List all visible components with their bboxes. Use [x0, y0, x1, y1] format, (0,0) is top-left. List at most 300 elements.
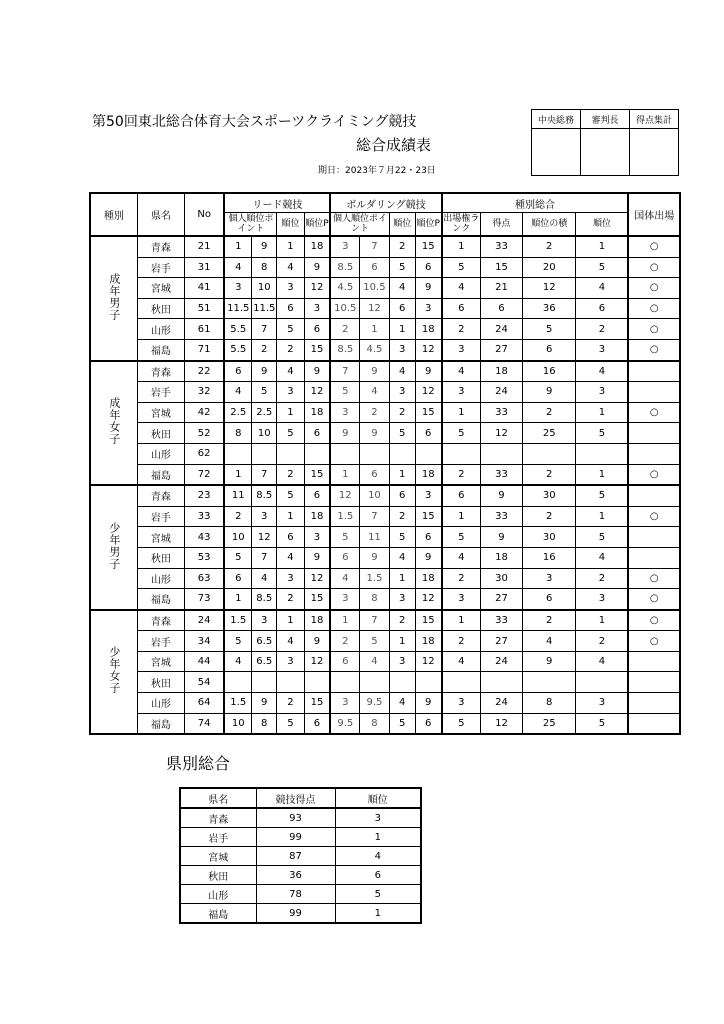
- pref-cell: 岩手: [137, 506, 184, 527]
- category-label: 少年男子: [107, 521, 121, 570]
- cell-er: 1: [442, 506, 481, 527]
- cell-er: 3: [442, 382, 481, 403]
- table-row: [90, 589, 680, 610]
- pref-total-header: 県名: [180, 788, 256, 808]
- no-cell: 74: [184, 713, 224, 734]
- cell-sc: 33: [480, 402, 522, 423]
- table-row: [90, 382, 680, 403]
- header-score: 得点: [480, 213, 522, 237]
- cell-b2: 7: [360, 610, 389, 631]
- pref-cell: 山形: [137, 319, 184, 340]
- cell-bp: 3: [415, 485, 441, 506]
- cell-br: 5: [389, 527, 415, 548]
- no-cell: 72: [184, 464, 224, 485]
- category-cell: [90, 485, 137, 610]
- pref-cell: 宮城: [137, 651, 184, 672]
- cell-br: 3: [389, 651, 415, 672]
- header-national: 国体出場: [628, 193, 680, 236]
- cell-bp: 9: [415, 693, 441, 714]
- pref-rank-cell: 3: [335, 808, 421, 828]
- pref-cell: 福島: [137, 339, 184, 360]
- header-boulder: ボルダリング競技: [330, 193, 441, 213]
- cell-b1: 7: [330, 361, 359, 382]
- table-row: [90, 651, 680, 672]
- cell-bp: 18: [415, 464, 441, 485]
- cell-lr: 2: [277, 693, 304, 714]
- cell-sc: 24: [480, 382, 522, 403]
- cell-er: 5: [442, 257, 481, 278]
- cell-l1: 11.5: [224, 298, 251, 319]
- cell-rank: 2: [576, 568, 628, 589]
- table-row: [90, 672, 680, 693]
- header-pref: 県名: [137, 193, 184, 236]
- pref-cell: 秋田: [137, 547, 184, 568]
- cell-bp: 6: [415, 423, 441, 444]
- national-cell: [628, 672, 680, 693]
- pref-name-cell: 宮城: [180, 847, 256, 866]
- cell-l2: 9: [252, 693, 277, 714]
- pref-cell: 宮城: [137, 527, 184, 548]
- cell-b1: 3: [330, 589, 359, 610]
- cell-bp: 18: [415, 319, 441, 340]
- cell-lr: 4: [277, 361, 304, 382]
- national-cell: ○: [628, 257, 680, 278]
- national-cell: ○: [628, 402, 680, 423]
- cell-bp: 15: [415, 506, 441, 527]
- cell-rank: 5: [576, 257, 628, 278]
- cell-bp: [415, 443, 441, 464]
- cell-l2: 10: [252, 278, 277, 299]
- cell-prod: 6: [522, 589, 576, 610]
- cell-prod: 30: [522, 527, 576, 548]
- cell-br: 3: [389, 589, 415, 610]
- cell-l2: 8.5: [252, 589, 277, 610]
- table-row: [90, 568, 680, 589]
- header-category: 種別: [90, 193, 137, 236]
- cell-rank: 2: [576, 319, 628, 340]
- pref-name-cell: 秋田: [180, 866, 256, 885]
- cell-b2: 4: [360, 651, 389, 672]
- cell-rank: 1: [576, 236, 628, 257]
- cell-b1: 9.5: [330, 713, 359, 734]
- national-cell: [628, 382, 680, 403]
- no-cell: 22: [184, 361, 224, 382]
- national-cell: [628, 651, 680, 672]
- national-cell: ○: [628, 568, 680, 589]
- cell-rank: 3: [576, 589, 628, 610]
- cell-l1: 1.5: [224, 693, 251, 714]
- cell-prod: 12: [522, 278, 576, 299]
- cell-sc: 27: [480, 589, 522, 610]
- pref-cell: 岩手: [137, 631, 184, 652]
- national-cell: [628, 527, 680, 548]
- no-cell: 73: [184, 589, 224, 610]
- no-cell: 31: [184, 257, 224, 278]
- cell-bp: 9: [415, 278, 441, 299]
- cell-bp: 18: [415, 568, 441, 589]
- cell-prod: 9: [522, 651, 576, 672]
- cell-bp: 12: [415, 651, 441, 672]
- cell-lr: 2: [277, 464, 304, 485]
- cell-prod: 6: [522, 339, 576, 360]
- cell-lp: [304, 443, 330, 464]
- cell-lp: 18: [304, 402, 330, 423]
- cell-b2: 9: [360, 361, 389, 382]
- national-cell: [628, 361, 680, 382]
- cell-b2: 9.5: [360, 693, 389, 714]
- national-cell: ○: [628, 319, 680, 340]
- pref-cell: 山形: [137, 443, 184, 464]
- cell-lp: 3: [304, 298, 330, 319]
- cell-rank: [576, 672, 628, 693]
- cell-l1: 3: [224, 278, 251, 299]
- cell-l2: 8.5: [252, 485, 277, 506]
- cell-rank: 1: [576, 610, 628, 631]
- cell-sc: 18: [480, 547, 522, 568]
- pref-cell: 秋田: [137, 298, 184, 319]
- cell-b1: 4: [330, 568, 359, 589]
- cell-sc: [480, 443, 522, 464]
- table-row: [90, 236, 680, 257]
- cell-br: 4: [389, 693, 415, 714]
- cell-br: [389, 443, 415, 464]
- cell-b2: 11: [360, 527, 389, 548]
- cell-br: 2: [389, 610, 415, 631]
- cell-lp: 12: [304, 278, 330, 299]
- cell-lp: 12: [304, 568, 330, 589]
- header-rank-product: 順位の積: [522, 213, 576, 237]
- cell-lr: 1: [277, 506, 304, 527]
- cell-bp: 9: [415, 547, 441, 568]
- cell-sc: 9: [480, 485, 522, 506]
- header-boulder-indiv-points: 個人順位ポイント: [330, 213, 389, 237]
- cell-lr: 1: [277, 402, 304, 423]
- cell-b2: 8: [360, 589, 389, 610]
- cell-l1: 10: [224, 527, 251, 548]
- cell-b1: 2: [330, 631, 359, 652]
- no-cell: 52: [184, 423, 224, 444]
- cell-lr: 1: [277, 236, 304, 257]
- pref-cell: 福島: [137, 464, 184, 485]
- no-cell: 64: [184, 693, 224, 714]
- signoff-header: 得点集計: [630, 110, 679, 129]
- cell-lp: 9: [304, 257, 330, 278]
- signoff-table: [531, 109, 679, 176]
- pref-total-row: [180, 828, 421, 847]
- cell-er: 6: [442, 298, 481, 319]
- cell-l1: 4: [224, 257, 251, 278]
- cell-l2: 10: [252, 423, 277, 444]
- cell-l2: 11.5: [252, 298, 277, 319]
- category-label: 成年女子: [107, 397, 121, 446]
- no-cell: 44: [184, 651, 224, 672]
- pref-total-header: 順位: [335, 788, 421, 808]
- pref-total-body: [180, 808, 421, 923]
- table-row: [90, 402, 680, 423]
- cell-l2: 6.5: [252, 631, 277, 652]
- cell-b1: 1: [330, 610, 359, 631]
- national-cell: ○: [628, 589, 680, 610]
- cell-sc: 33: [480, 506, 522, 527]
- no-cell: 61: [184, 319, 224, 340]
- cell-er: 3: [442, 589, 481, 610]
- cell-l1: [224, 443, 251, 464]
- cell-rank: 1: [576, 506, 628, 527]
- cell-bp: 6: [415, 527, 441, 548]
- cell-b1: 6: [330, 651, 359, 672]
- cell-br: 4: [389, 361, 415, 382]
- cell-prod: 20: [522, 257, 576, 278]
- national-cell: ○: [628, 631, 680, 652]
- cell-l1: 5: [224, 631, 251, 652]
- cell-l1: 1.5: [224, 610, 251, 631]
- table-row: [90, 298, 680, 319]
- document-title: 第50回東北総合体育大会スポーツクライミング競技: [92, 114, 417, 130]
- cell-sc: [480, 672, 522, 693]
- cell-b1: 5: [330, 382, 359, 403]
- cell-rank: 6: [576, 298, 628, 319]
- cell-l2: 3: [252, 610, 277, 631]
- cell-lp: 9: [304, 547, 330, 568]
- national-cell: ○: [628, 464, 680, 485]
- pref-cell: 宮城: [137, 278, 184, 299]
- pref-total-row: [180, 904, 421, 924]
- cell-b1: 8.5: [330, 257, 359, 278]
- category-cell: [90, 610, 137, 735]
- cell-lp: 6: [304, 485, 330, 506]
- cell-l2: 3: [252, 506, 277, 527]
- cell-br: 1: [389, 631, 415, 652]
- cell-lr: 6: [277, 298, 304, 319]
- cell-er: 4: [442, 361, 481, 382]
- cell-er: 4: [442, 278, 481, 299]
- cell-er: 3: [442, 339, 481, 360]
- cell-rank: [576, 443, 628, 464]
- cell-lp: [304, 672, 330, 693]
- cell-l1: 2: [224, 506, 251, 527]
- cell-b2: [360, 443, 389, 464]
- national-cell: ○: [628, 278, 680, 299]
- no-cell: 23: [184, 485, 224, 506]
- cell-br: 3: [389, 339, 415, 360]
- cell-sc: 24: [480, 319, 522, 340]
- cell-l1: 4: [224, 382, 251, 403]
- table-row: [90, 693, 680, 714]
- table-row: [90, 610, 680, 631]
- national-cell: ○: [628, 339, 680, 360]
- cell-sc: 33: [480, 236, 522, 257]
- cell-prod: 5: [522, 319, 576, 340]
- cell-rank: 1: [576, 464, 628, 485]
- cell-prod: 36: [522, 298, 576, 319]
- cell-lp: 6: [304, 423, 330, 444]
- cell-lp: 15: [304, 464, 330, 485]
- cell-b1: 3: [330, 693, 359, 714]
- cell-bp: 18: [415, 631, 441, 652]
- cell-rank: 4: [576, 361, 628, 382]
- cell-l1: 1: [224, 464, 251, 485]
- cell-rank: 5: [576, 527, 628, 548]
- cell-lp: 18: [304, 236, 330, 257]
- no-cell: 21: [184, 236, 224, 257]
- cell-rank: 3: [576, 339, 628, 360]
- national-cell: ○: [628, 236, 680, 257]
- header-lead-rank: 順位: [277, 213, 304, 237]
- cell-b1: 3: [330, 236, 359, 257]
- cell-b1: 1.5: [330, 506, 359, 527]
- cell-l2: 7: [252, 547, 277, 568]
- cell-lr: 5: [277, 423, 304, 444]
- pref-total-row: [180, 885, 421, 904]
- cell-sc: 33: [480, 610, 522, 631]
- cell-lr: 4: [277, 547, 304, 568]
- header-entry-rank: 出場権ランク: [443, 214, 480, 234]
- cell-l2: 7: [252, 464, 277, 485]
- cell-prod: 2: [522, 610, 576, 631]
- cell-sc: 15: [480, 257, 522, 278]
- cell-prod: 8: [522, 693, 576, 714]
- cell-prod: 2: [522, 236, 576, 257]
- pref-rank-cell: 5: [335, 885, 421, 904]
- no-cell: 42: [184, 402, 224, 423]
- table-row: [90, 423, 680, 444]
- cell-l1: 4: [224, 651, 251, 672]
- cell-er: 6: [442, 485, 481, 506]
- cell-b2: 10.5: [360, 278, 389, 299]
- cell-b2: 12: [360, 298, 389, 319]
- cell-bp: 6: [415, 713, 441, 734]
- results-body: [90, 236, 680, 734]
- table-row: [90, 339, 680, 360]
- cell-er: 5: [442, 423, 481, 444]
- cell-b2: 6: [360, 464, 389, 485]
- national-cell: [628, 693, 680, 714]
- cell-b1: 2: [330, 319, 359, 340]
- pref-score-cell: 99: [256, 828, 335, 847]
- cell-l1: 1: [224, 589, 251, 610]
- category-cell: [90, 236, 137, 361]
- cell-bp: 9: [415, 361, 441, 382]
- cell-lr: 4: [277, 631, 304, 652]
- signoff-cell: [532, 129, 581, 176]
- cell-er: 3: [442, 693, 481, 714]
- cell-lp: 9: [304, 361, 330, 382]
- cell-er: 2: [442, 568, 481, 589]
- cell-b1: 10.5: [330, 298, 359, 319]
- cell-l2: 2.5: [252, 402, 277, 423]
- pref-score-cell: 78: [256, 885, 335, 904]
- cell-l1: 10: [224, 713, 251, 734]
- cell-b1: 1: [330, 464, 359, 485]
- no-cell: 71: [184, 339, 224, 360]
- table-row: [90, 319, 680, 340]
- pref-total-header: 競技得点: [256, 788, 335, 808]
- cell-lr: 5: [277, 713, 304, 734]
- table-row: [90, 464, 680, 485]
- pref-cell: 青森: [137, 361, 184, 382]
- pref-cell: 秋田: [137, 672, 184, 693]
- cell-prod: 30: [522, 485, 576, 506]
- cell-er: 4: [442, 547, 481, 568]
- cell-l2: 12: [252, 527, 277, 548]
- cell-sc: 24: [480, 651, 522, 672]
- cell-b2: 1.5: [360, 568, 389, 589]
- cell-b2: 10: [360, 485, 389, 506]
- cell-b1: [330, 672, 359, 693]
- cell-br: 5: [389, 713, 415, 734]
- cell-er: 1: [442, 236, 481, 257]
- table-row: [90, 443, 680, 464]
- cell-b2: 7: [360, 506, 389, 527]
- cell-lp: 6: [304, 713, 330, 734]
- cell-sc: 27: [480, 339, 522, 360]
- cell-b1: 9: [330, 423, 359, 444]
- cell-bp: 12: [415, 339, 441, 360]
- pref-cell: 岩手: [137, 382, 184, 403]
- cell-sc: 12: [480, 423, 522, 444]
- table-row: [90, 713, 680, 734]
- table-row: [90, 631, 680, 652]
- table-row: [90, 506, 680, 527]
- cell-sc: 24: [480, 693, 522, 714]
- cell-b2: 8: [360, 713, 389, 734]
- no-cell: 33: [184, 506, 224, 527]
- cell-lr: 5: [277, 319, 304, 340]
- cell-sc: 21: [480, 278, 522, 299]
- cell-rank: 4: [576, 278, 628, 299]
- event-period: 期日：2023年７月22・23日: [318, 166, 436, 176]
- no-cell: 53: [184, 547, 224, 568]
- cell-er: [442, 443, 481, 464]
- no-cell: 32: [184, 382, 224, 403]
- cell-lp: 18: [304, 506, 330, 527]
- cell-er: 2: [442, 631, 481, 652]
- cell-lp: 6: [304, 319, 330, 340]
- no-cell: 63: [184, 568, 224, 589]
- header-boulder-rank: 順位: [389, 213, 415, 237]
- cell-b2: 6: [360, 257, 389, 278]
- national-cell: [628, 443, 680, 464]
- pref-score-cell: 99: [256, 904, 335, 924]
- cell-bp: 15: [415, 236, 441, 257]
- pref-cell: 岩手: [137, 257, 184, 278]
- cell-sc: 9: [480, 527, 522, 548]
- cell-b2: 4: [360, 382, 389, 403]
- cell-l1: 1: [224, 236, 251, 257]
- cell-bp: [415, 672, 441, 693]
- signoff-header: 中央総務: [532, 110, 581, 129]
- table-row: [90, 361, 680, 382]
- cell-br: [389, 672, 415, 693]
- cell-br: 5: [389, 257, 415, 278]
- cell-l2: 7: [252, 319, 277, 340]
- cell-prod: [522, 672, 576, 693]
- pref-name-cell: 岩手: [180, 828, 256, 847]
- cell-br: 1: [389, 464, 415, 485]
- cell-prod: 2: [522, 464, 576, 485]
- cell-br: 2: [389, 506, 415, 527]
- header-overall-rank: 順位: [576, 213, 628, 237]
- cell-rank: 3: [576, 693, 628, 714]
- cell-prod: 25: [522, 713, 576, 734]
- cell-br: 3: [389, 382, 415, 403]
- pref-name-cell: 山形: [180, 885, 256, 904]
- cell-bp: 12: [415, 589, 441, 610]
- table-row: [90, 547, 680, 568]
- cell-br: 2: [389, 236, 415, 257]
- cell-b2: 2: [360, 402, 389, 423]
- cell-lp: 15: [304, 589, 330, 610]
